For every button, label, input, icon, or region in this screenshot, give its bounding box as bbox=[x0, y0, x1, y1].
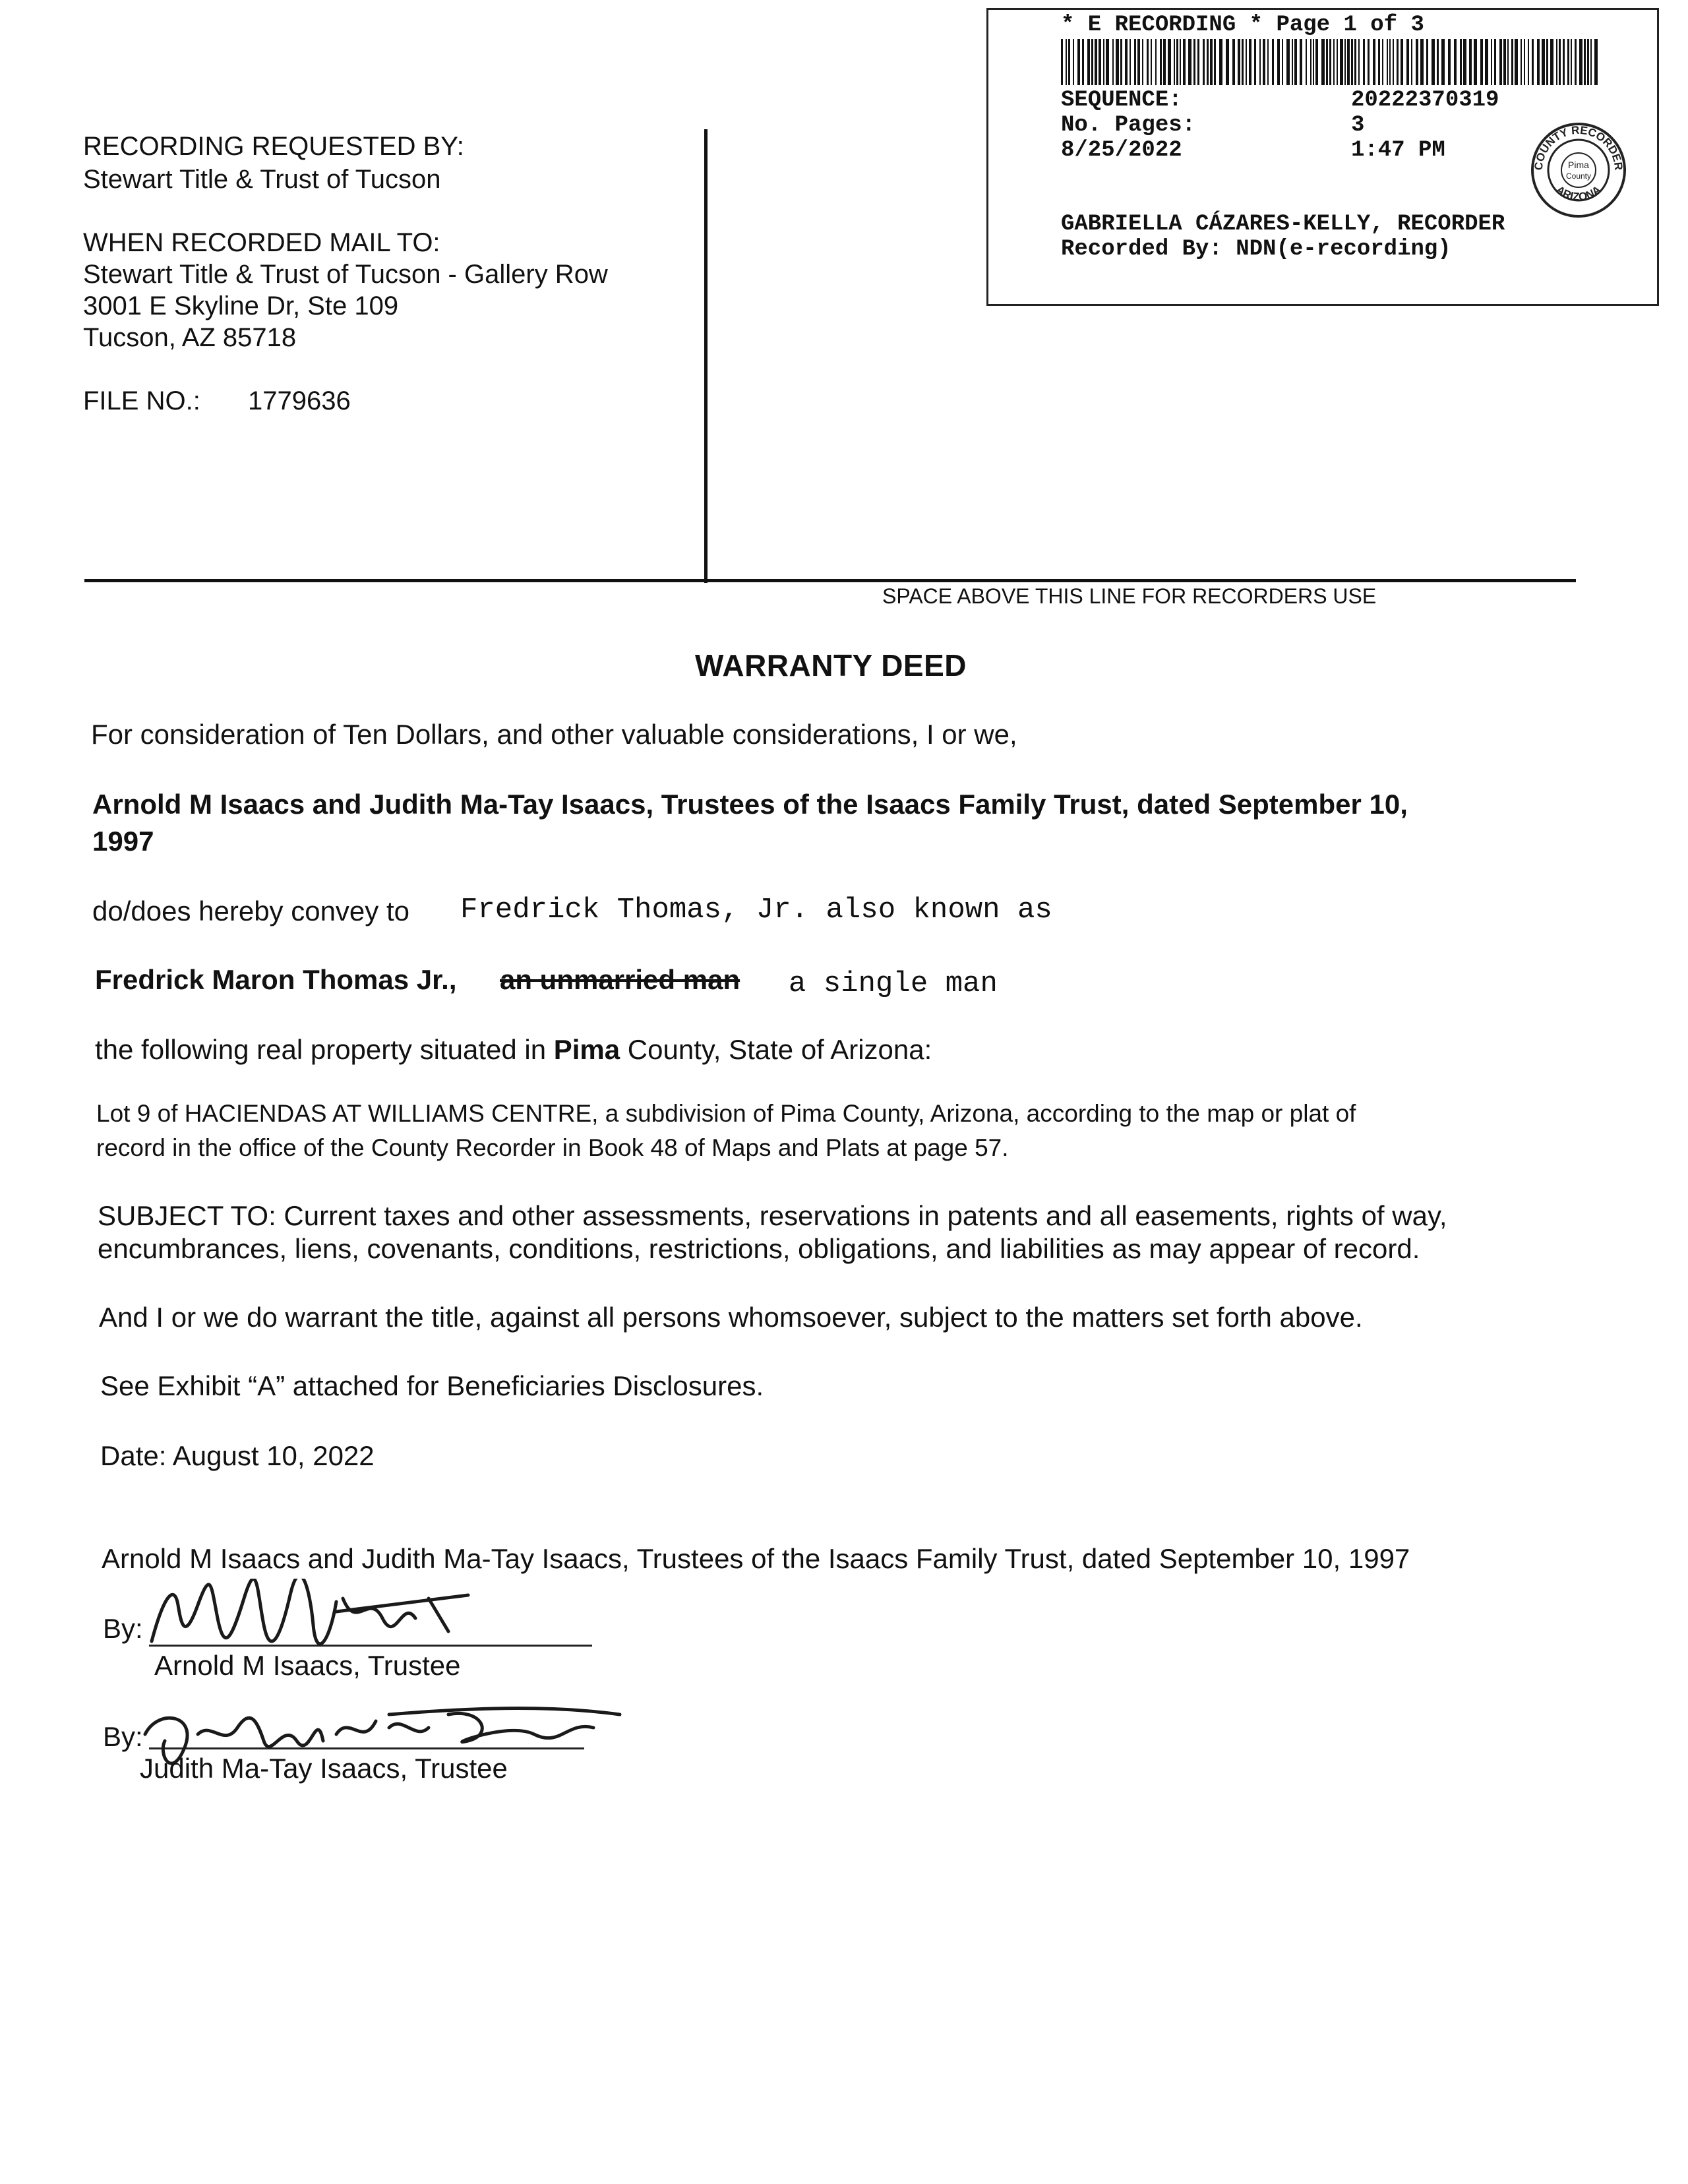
convey-text: do/does hereby convey to bbox=[92, 895, 409, 926]
convey-typed: Fredrick Thomas, Jr. also known as bbox=[460, 894, 1052, 926]
barcode-bar bbox=[1420, 39, 1424, 85]
barcode-bar bbox=[1524, 39, 1525, 85]
barcode-bar bbox=[1099, 39, 1101, 85]
legal-description-line2: record in the office of the County Recorder in Book 48 of Maps and Plats at page 57. bbox=[96, 1134, 1009, 1161]
barcode-bar bbox=[1254, 39, 1256, 85]
barcode-bar bbox=[1368, 39, 1370, 85]
barcode-bar bbox=[1091, 39, 1093, 85]
signer1-name: Arnold M Isaacs, Trustee bbox=[154, 1650, 461, 1681]
signers-line: Arnold M Isaacs and Judith Ma-Tay Isaacs, Trustees of the Isaacs Family Trust, dated September 10, 1997 bbox=[102, 1543, 1410, 1574]
barcode-bar bbox=[1358, 39, 1360, 85]
file-no-value: 1779636 bbox=[248, 386, 351, 415]
barcode-bar bbox=[1082, 39, 1084, 85]
recording-stamp-box bbox=[986, 8, 1659, 306]
barcode-bar bbox=[1463, 39, 1466, 85]
barcode-bar bbox=[1579, 39, 1582, 85]
mail-to-line3: Tucson, AZ 85718 bbox=[83, 323, 297, 352]
barcode-bar bbox=[1571, 39, 1572, 85]
barcode-bar bbox=[1214, 39, 1216, 85]
recording-date: 8/25/2022 bbox=[1061, 138, 1182, 163]
recorder-name: GABRIELLA CÁZARES-KELLY, RECORDER bbox=[1061, 212, 1505, 237]
barcode-bar bbox=[1087, 39, 1090, 85]
recording-header: * E RECORDING * Page 1 of 3 bbox=[1061, 13, 1424, 38]
barcode-bar bbox=[1397, 39, 1399, 85]
barcode-bar bbox=[1511, 39, 1513, 85]
barcode-bar bbox=[1474, 39, 1477, 85]
barcode-bar bbox=[1120, 39, 1122, 85]
barcode-bar bbox=[1300, 39, 1302, 85]
barcode-bar bbox=[1469, 39, 1472, 85]
sequence-value: 20222370319 bbox=[1351, 88, 1499, 113]
barcode-bar bbox=[1337, 39, 1338, 85]
barcode-bar bbox=[1130, 39, 1131, 85]
barcode-bar bbox=[1219, 39, 1222, 85]
barcode-bar bbox=[1587, 39, 1589, 85]
barcode-bar bbox=[1441, 39, 1445, 85]
barcode-bar bbox=[1277, 39, 1280, 85]
county-seal-icon bbox=[1529, 121, 1628, 220]
barcode-bar bbox=[1563, 39, 1565, 85]
barcode-bar bbox=[1393, 39, 1394, 85]
barcode-bar bbox=[1401, 39, 1403, 85]
barcode-bar bbox=[1259, 39, 1261, 85]
grantors-line1: Arnold M Isaacs and Judith Ma-Tay Isaacs, Trustees of the Isaacs Family Trust, dated September 10, bbox=[92, 789, 1408, 820]
subject-to-line2: encumbrances, liens, covenants, conditions, restrictions, obligations, and liabilities as may appear of record. bbox=[98, 1233, 1420, 1264]
barcode-bar bbox=[1125, 39, 1128, 85]
sequence-label: SEQUENCE: bbox=[1061, 88, 1182, 113]
barcode-bar bbox=[1432, 39, 1435, 85]
barcode-bar bbox=[1378, 39, 1380, 85]
barcode-bar bbox=[1556, 39, 1557, 85]
barcode-bar bbox=[1134, 39, 1136, 85]
barcode-bar bbox=[1116, 39, 1119, 85]
barcode-bar bbox=[1249, 39, 1251, 85]
barcode-bar bbox=[1347, 39, 1350, 85]
barcode-bar bbox=[1207, 39, 1209, 85]
barcode-bar bbox=[1103, 39, 1104, 85]
barcode-bar bbox=[1315, 39, 1318, 85]
barcode-bar bbox=[1584, 39, 1586, 85]
barcode-bar bbox=[1521, 39, 1522, 85]
barcode-bar bbox=[1532, 39, 1534, 85]
grantors-line2: 1997 bbox=[92, 826, 154, 857]
barcode-bar bbox=[1095, 39, 1097, 85]
barcode-bar bbox=[1448, 39, 1451, 85]
deed-title: WARRANTY DEED bbox=[694, 648, 967, 682]
barcode-bar bbox=[1575, 39, 1577, 85]
barcode-bar bbox=[1180, 39, 1181, 85]
barcode-bar bbox=[1068, 39, 1070, 85]
barcode-bar bbox=[1373, 39, 1375, 85]
barcode-bar bbox=[1246, 39, 1247, 85]
barcode-bar bbox=[1210, 39, 1213, 85]
barcode-bar bbox=[1329, 39, 1331, 85]
barcode-icon bbox=[1061, 39, 1602, 85]
barcode-bar bbox=[1188, 39, 1191, 85]
barcode-bar bbox=[1267, 39, 1269, 85]
barcode-bar bbox=[1292, 39, 1293, 85]
legal-description-line1: Lot 9 of HACIENDAS AT WILLIAMS CENTRE, a subdivision of Pima County, Arizona, according to the map or plat of bbox=[96, 1100, 1356, 1127]
grantee-name: Fredrick Maron Thomas Jr., bbox=[95, 964, 457, 995]
barcode-bar bbox=[1112, 39, 1114, 85]
pages-value: 3 bbox=[1351, 113, 1365, 138]
barcode-bar bbox=[1507, 39, 1509, 85]
property-post: County, State of Arizona: bbox=[620, 1034, 932, 1065]
barcode-bar bbox=[1351, 39, 1353, 85]
seal-text-center-1: Pima bbox=[1568, 160, 1589, 170]
barcode-bar bbox=[1382, 39, 1383, 85]
subject-to-line1: SUBJECT TO: Current taxes and other assessments, reservations in patents and all easements, rights of way, bbox=[98, 1200, 1447, 1231]
barcode-bar bbox=[1550, 39, 1553, 85]
barcode-bar bbox=[1387, 39, 1388, 85]
barcode-bar bbox=[1286, 39, 1290, 85]
barcode-bar bbox=[1183, 39, 1186, 85]
barcode-bar bbox=[1354, 39, 1356, 85]
barcode-bar bbox=[1263, 39, 1265, 85]
barcode-bar bbox=[1321, 39, 1325, 85]
barcode-bar bbox=[1226, 39, 1229, 85]
exhibit-reference: See Exhibit “A” attached for Beneficiaries Disclosures. bbox=[100, 1370, 764, 1401]
barcode-bar bbox=[1137, 39, 1140, 85]
barcode-bar bbox=[1272, 39, 1274, 85]
requested-by-label: RECORDING REQUESTED BY: bbox=[83, 132, 464, 161]
barcode-bar bbox=[1155, 39, 1157, 85]
svg-text:ARIZONA bbox=[1553, 183, 1603, 203]
barcode-bar bbox=[1515, 39, 1518, 85]
barcode-bar bbox=[1326, 39, 1328, 85]
barcode-bar bbox=[1567, 39, 1569, 85]
barcode-bar bbox=[1333, 39, 1335, 85]
recording-time: 1:47 PM bbox=[1351, 138, 1445, 163]
barcode-bar bbox=[1344, 39, 1346, 85]
barcode-bar bbox=[1480, 39, 1483, 85]
barcode-bar bbox=[1503, 39, 1506, 85]
by-label-2: By: bbox=[103, 1721, 143, 1752]
property-text bbox=[95, 1033, 932, 1067]
requested-by: Stewart Title & Trust of Tucson bbox=[83, 165, 441, 194]
file-no-label: FILE NO.: bbox=[83, 386, 200, 415]
barcode-bar bbox=[1073, 39, 1074, 85]
barcode-bar bbox=[1559, 39, 1561, 85]
signer2-name: Judith Ma-Tay Isaacs, Trustee bbox=[140, 1753, 508, 1784]
barcode-bar bbox=[1066, 39, 1067, 85]
barcode-bar bbox=[1406, 39, 1409, 85]
barcode-bar bbox=[1160, 39, 1162, 85]
mail-to-line1: Stewart Title & Trust of Tucson - Gallery Row bbox=[83, 260, 608, 289]
barcode-bar bbox=[1411, 39, 1412, 85]
barcode-bar bbox=[1542, 39, 1545, 85]
by-label-1: By: bbox=[103, 1613, 143, 1644]
seal-text-bottom: ARIZONA bbox=[1553, 183, 1604, 204]
barcode-bar bbox=[1454, 39, 1457, 85]
barcode-bar bbox=[1528, 39, 1529, 85]
property-pre: the following real property situated in bbox=[95, 1034, 554, 1065]
consideration-text: For consideration of Ten Dollars, and other valuable considerations, I or we, bbox=[91, 719, 1017, 750]
barcode-bar bbox=[1061, 39, 1063, 85]
barcode-bar bbox=[1460, 39, 1462, 85]
barcode-bar bbox=[1106, 39, 1109, 85]
barcode-bar bbox=[1594, 39, 1598, 85]
barcode-bar bbox=[1310, 39, 1311, 85]
header-divider-vertical bbox=[704, 129, 708, 583]
property-county: Pima bbox=[553, 1034, 620, 1065]
barcode-bar bbox=[1077, 39, 1080, 85]
recorder-space-line bbox=[84, 579, 1576, 582]
seal-text-center-2: County bbox=[1565, 171, 1592, 181]
barcode-bar bbox=[1238, 39, 1240, 85]
barcode-bar bbox=[1485, 39, 1488, 85]
barcode-bar bbox=[1313, 39, 1314, 85]
mail-to-label: WHEN RECORDED MAIL TO: bbox=[83, 228, 440, 257]
barcode-bar bbox=[1282, 39, 1283, 85]
barcode-bar bbox=[1193, 39, 1195, 85]
recorded-by: Recorded By: NDN(e-recording) bbox=[1061, 237, 1451, 262]
barcode-bar bbox=[1294, 39, 1297, 85]
barcode-bar bbox=[1537, 39, 1540, 85]
barcode-bar bbox=[1546, 39, 1548, 85]
barcode-bar bbox=[1197, 39, 1199, 85]
grantee-struck-text: an unmarried man bbox=[500, 964, 740, 995]
barcode-bar bbox=[1142, 39, 1143, 85]
barcode-bar bbox=[1491, 39, 1492, 85]
barcode-bar bbox=[1426, 39, 1428, 85]
barcode-bar bbox=[1168, 39, 1171, 85]
barcode-bar bbox=[1163, 39, 1166, 85]
mail-to-line2: 3001 E Skyline Dr, Ste 109 bbox=[83, 291, 399, 320]
recorder-space-note: SPACE ABOVE THIS LINE FOR RECORDERS USE bbox=[882, 584, 1377, 608]
barcode-bar bbox=[1232, 39, 1235, 85]
grantee-typed: a single man bbox=[789, 967, 998, 1000]
barcode-bar bbox=[1147, 39, 1149, 85]
barcode-bar bbox=[1389, 39, 1391, 85]
barcode-bar bbox=[1176, 39, 1178, 85]
barcode-bar bbox=[1340, 39, 1343, 85]
barcode-bar bbox=[1437, 39, 1439, 85]
signature-1-handwriting bbox=[138, 1579, 481, 1651]
barcode-bar bbox=[1242, 39, 1244, 85]
barcode-bar bbox=[1363, 39, 1365, 85]
barcode-bar bbox=[1174, 39, 1175, 85]
barcode-bar bbox=[1306, 39, 1307, 85]
barcode-bar bbox=[1151, 39, 1152, 85]
barcode-bar bbox=[1416, 39, 1418, 85]
deed-date: Date: August 10, 2022 bbox=[100, 1440, 375, 1471]
barcode-bar bbox=[1499, 39, 1502, 85]
warranty-clause: And I or we do warrant the title, against all persons whomsoever, subject to the matters set forth above. bbox=[99, 1302, 1363, 1333]
barcode-bar bbox=[1494, 39, 1496, 85]
pages-label: No. Pages: bbox=[1061, 113, 1196, 138]
barcode-bar bbox=[1590, 39, 1592, 85]
barcode-bar bbox=[1203, 39, 1205, 85]
seal-text-top: COUNTY RECORDER bbox=[1532, 123, 1625, 171]
